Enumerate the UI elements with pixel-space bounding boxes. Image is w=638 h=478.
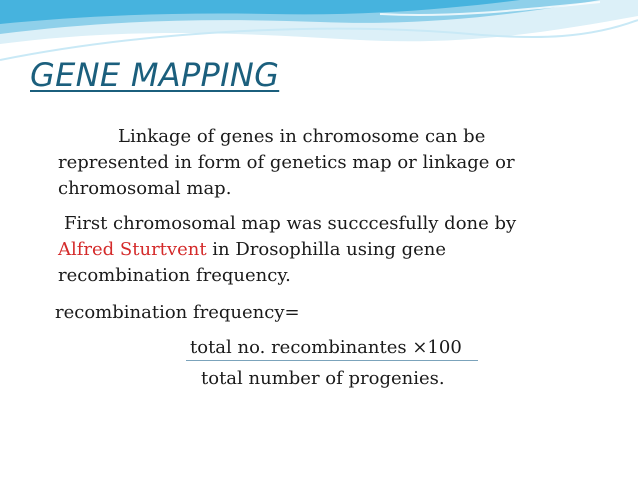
slide-title: GENE MAPPING bbox=[30, 56, 280, 94]
paragraph1-line3: chromosomal map. bbox=[58, 178, 232, 199]
formula-label: recombination frequency= bbox=[55, 302, 300, 323]
formula-numerator: total no. recombinantes ×100 bbox=[190, 337, 462, 358]
paragraph2-line3: recombination frequency. bbox=[58, 265, 291, 286]
paragraph1-line2: represented in form of genetics map or linkage or bbox=[58, 152, 515, 173]
paragraph2-line2 bbox=[58, 237, 446, 262]
fraction-line bbox=[186, 360, 478, 361]
scientist-name-highlight: Alfred Sturtvent bbox=[58, 239, 207, 260]
paragraph1-line1: Linkage of genes in chromosome can be bbox=[118, 126, 486, 147]
paragraph2-line1: First chromosomal map was succcesfully done by bbox=[64, 213, 517, 234]
paragraph2-line2-rest: in Drosophilla using gene bbox=[206, 239, 446, 260]
formula-denominator: total number of progenies. bbox=[201, 368, 445, 389]
